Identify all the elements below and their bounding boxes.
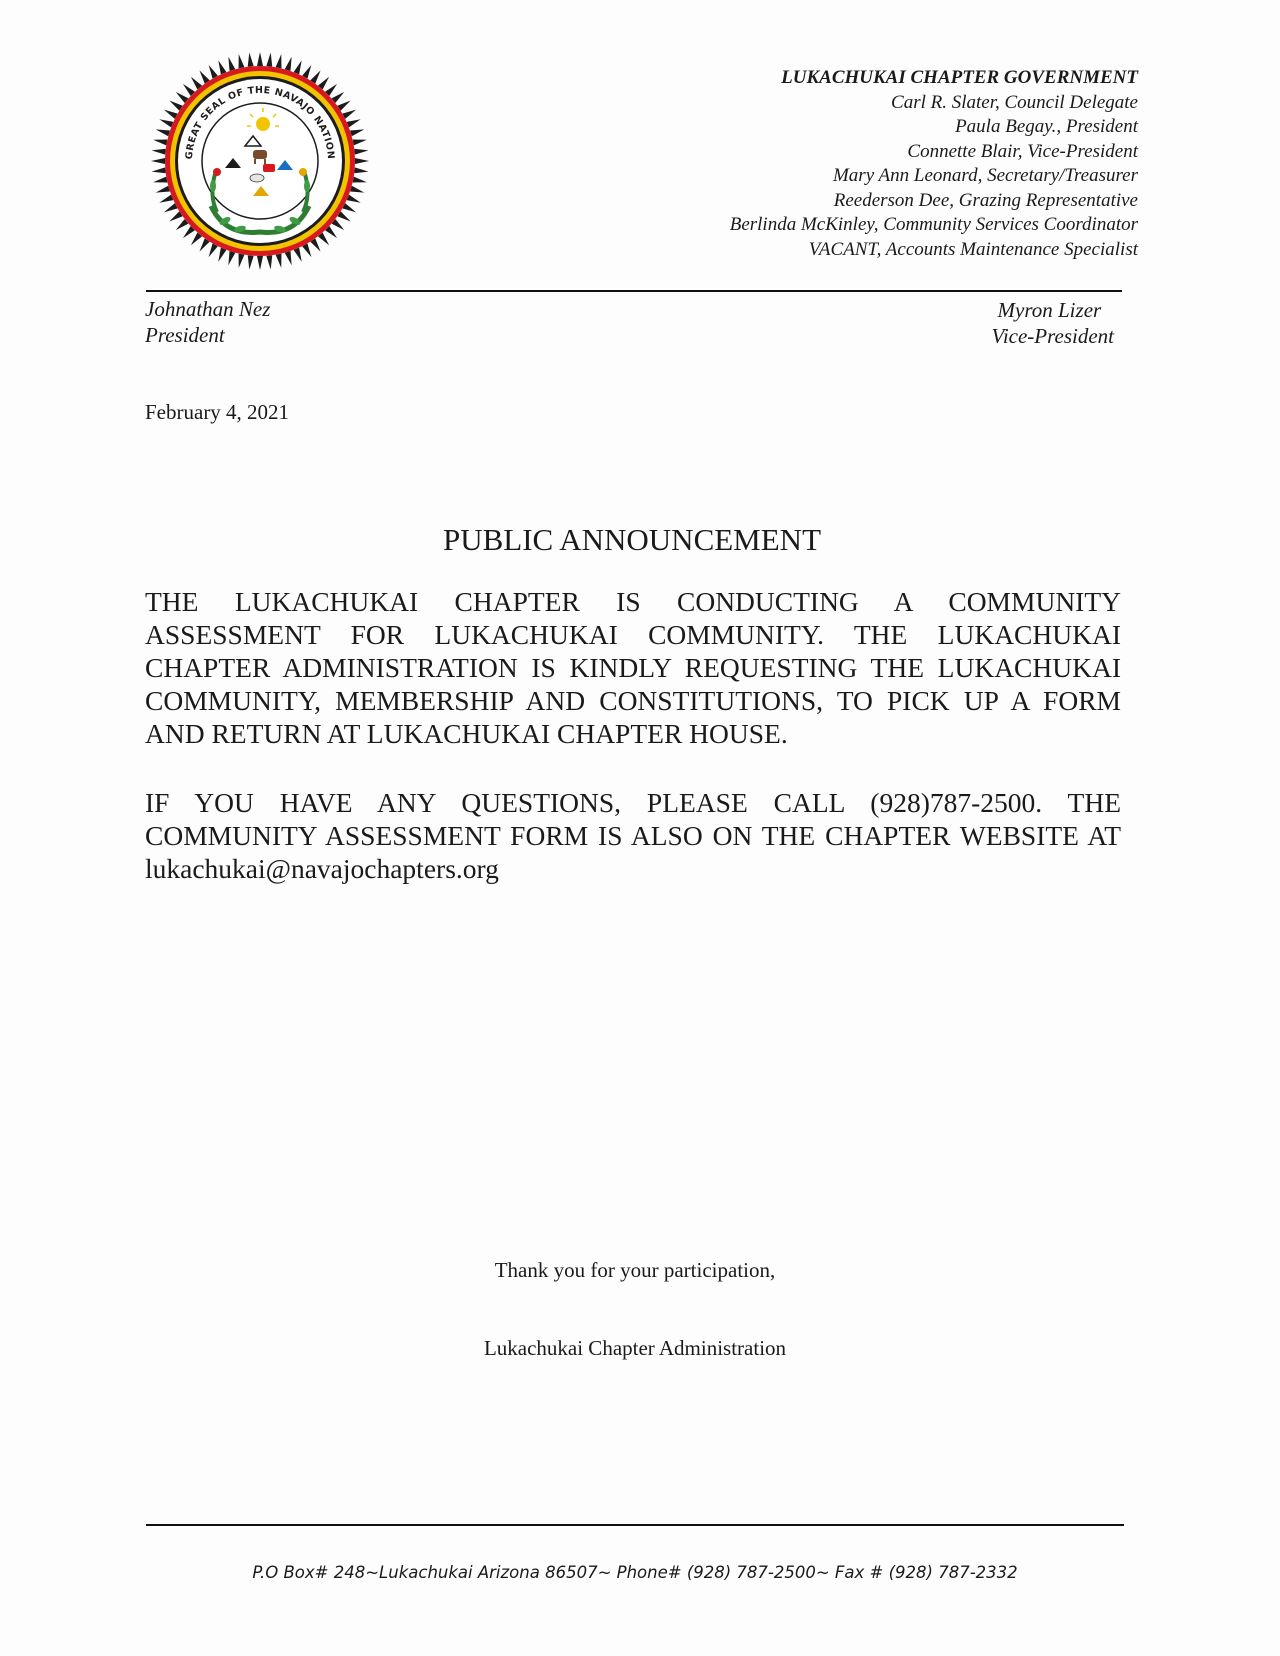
seal-feather — [174, 90, 189, 104]
seal-feather — [337, 98, 352, 111]
seal-feather — [294, 248, 305, 263]
seal-feather — [355, 158, 369, 164]
seal-feather — [151, 158, 165, 164]
seal-feather — [310, 69, 323, 84]
announcement-title: PUBLIC ANNOUNCEMENT — [442, 522, 822, 557]
seal-feather — [353, 177, 368, 186]
official-line: Reederson Dee, Grazing Representative — [833, 189, 1138, 211]
seal-feather — [347, 117, 362, 128]
closing-signature: Lukachukai Chapter Administration — [483, 1336, 787, 1360]
seal-feather — [158, 117, 173, 128]
seal-feather — [354, 147, 369, 154]
footer-contact: P.O Box# 248~Lukachukai Arizona 86507~ Phone# (928) 787-2500~ Fax # (928) 787-2332 — [252, 1563, 1018, 1582]
seal-feather — [181, 226, 195, 240]
vice-president-name: Myron Lizer — [997, 298, 1102, 322]
seal-feather — [353, 137, 368, 146]
seal-ring-text: GREAT SEAL OF THE NAVAJO NATION — [183, 84, 337, 160]
seal-feather — [332, 90, 347, 104]
seal-feather — [294, 59, 305, 74]
seal-feather — [276, 54, 285, 69]
official-line: VACANT, Accounts Maintenance Specialist — [808, 238, 1138, 260]
official-line: Paula Begay., President — [955, 116, 1138, 137]
seal-feather — [318, 75, 332, 90]
seal-feather — [225, 251, 235, 266]
seal-feather — [151, 147, 166, 154]
navajo-nation-seal-icon — [145, 46, 375, 276]
seal-feather — [350, 126, 365, 136]
official-line: Connette Blair, Vice-President — [907, 140, 1138, 162]
seal-feather — [337, 211, 352, 224]
seal-feather — [197, 238, 210, 253]
seal-feather — [225, 56, 235, 71]
seal-feather — [206, 63, 218, 78]
seal-feather — [197, 69, 210, 84]
seal-feather — [155, 126, 170, 136]
seal-feather — [246, 255, 253, 270]
president-name: Johnathan Nez — [145, 297, 271, 321]
seal-feather — [302, 243, 314, 258]
seal-feather — [302, 63, 314, 78]
seal-feather — [189, 75, 203, 90]
seal-feather — [174, 219, 189, 233]
seal-feather — [236, 54, 245, 69]
seal-feather — [332, 219, 347, 233]
seal-feather — [285, 56, 295, 71]
seal-feather — [155, 186, 170, 196]
seal-feather — [310, 238, 323, 253]
seal-feather — [342, 203, 357, 215]
header-divider — [146, 290, 1122, 292]
seal-feather — [347, 195, 362, 206]
seal-feather — [189, 233, 203, 248]
seal-feather — [257, 52, 263, 66]
chapter-government-block — [730, 66, 1138, 262]
seal-feather — [168, 211, 183, 224]
seal-feather — [162, 203, 177, 215]
seal-feather — [266, 52, 273, 67]
seal-feather — [162, 107, 177, 119]
announcement-paragraph: THE LUKACHUKAI CHAPTER IS CONDUCTING A COMMUNITY ASSESSMENT FOR LUKACHUKAI COMMUNITY. THE LUKACHUKAI CHAPTER ADMINISTRATION IS KINDLY REQUESTING THE LUKACHUKAI COMMUNITY, MEMBERSHIP AND CONSTITUTIONS, TO PICK UP A FORM AND RETURN AT LUKACHUKAI CHAPTER HOUSE. — [145, 586, 1121, 749]
contact-paragraph: IF YOU HAVE ANY QUESTIONS, PLEASE CALL (928)787-2500. THE COMMUNITY ASSESSMENT FORM IS ALSO ON THE CHAPTER WEBSITE AT lukachukai@navajochapters.org — [145, 787, 1121, 884]
seal-feather — [342, 107, 357, 119]
seal-feather — [206, 243, 218, 258]
seal-feather — [181, 82, 195, 96]
seal-feather — [158, 195, 173, 206]
seal-feather — [285, 251, 295, 266]
nation-vice-president — [992, 297, 1114, 349]
letter-date: February 4, 2021 — [145, 400, 290, 424]
official-line: Berlinda McKinley, Community Services Coordinator — [729, 214, 1138, 235]
seal-feather — [257, 256, 263, 270]
seal-feather — [153, 177, 168, 186]
seal-feather — [354, 167, 369, 174]
seal-feather — [318, 233, 332, 248]
seal-feather — [216, 248, 227, 263]
seal-feather — [168, 98, 183, 111]
seal-feather — [276, 254, 285, 269]
organization-name: LUKACHUKAI CHAPTER GOVERNMENT — [781, 67, 1138, 88]
seal-feather — [350, 186, 365, 196]
official-line: Mary Ann Leonard, Secretary/Treasurer — [832, 165, 1138, 186]
closing-thanks: Thank you for your participation, — [494, 1258, 776, 1282]
seal-feather — [236, 254, 245, 269]
nation-president — [145, 296, 270, 348]
official-line: Carl R. Slater, Council Delegate — [891, 91, 1138, 113]
seal-feather — [246, 52, 253, 67]
seal-feather — [151, 167, 166, 174]
seal-feather — [153, 137, 168, 146]
footer-divider — [146, 1524, 1124, 1526]
seal-feather — [266, 255, 273, 270]
president-title: President — [145, 323, 225, 347]
seal-feather — [216, 59, 227, 74]
vice-president-title: Vice-President — [991, 324, 1114, 348]
